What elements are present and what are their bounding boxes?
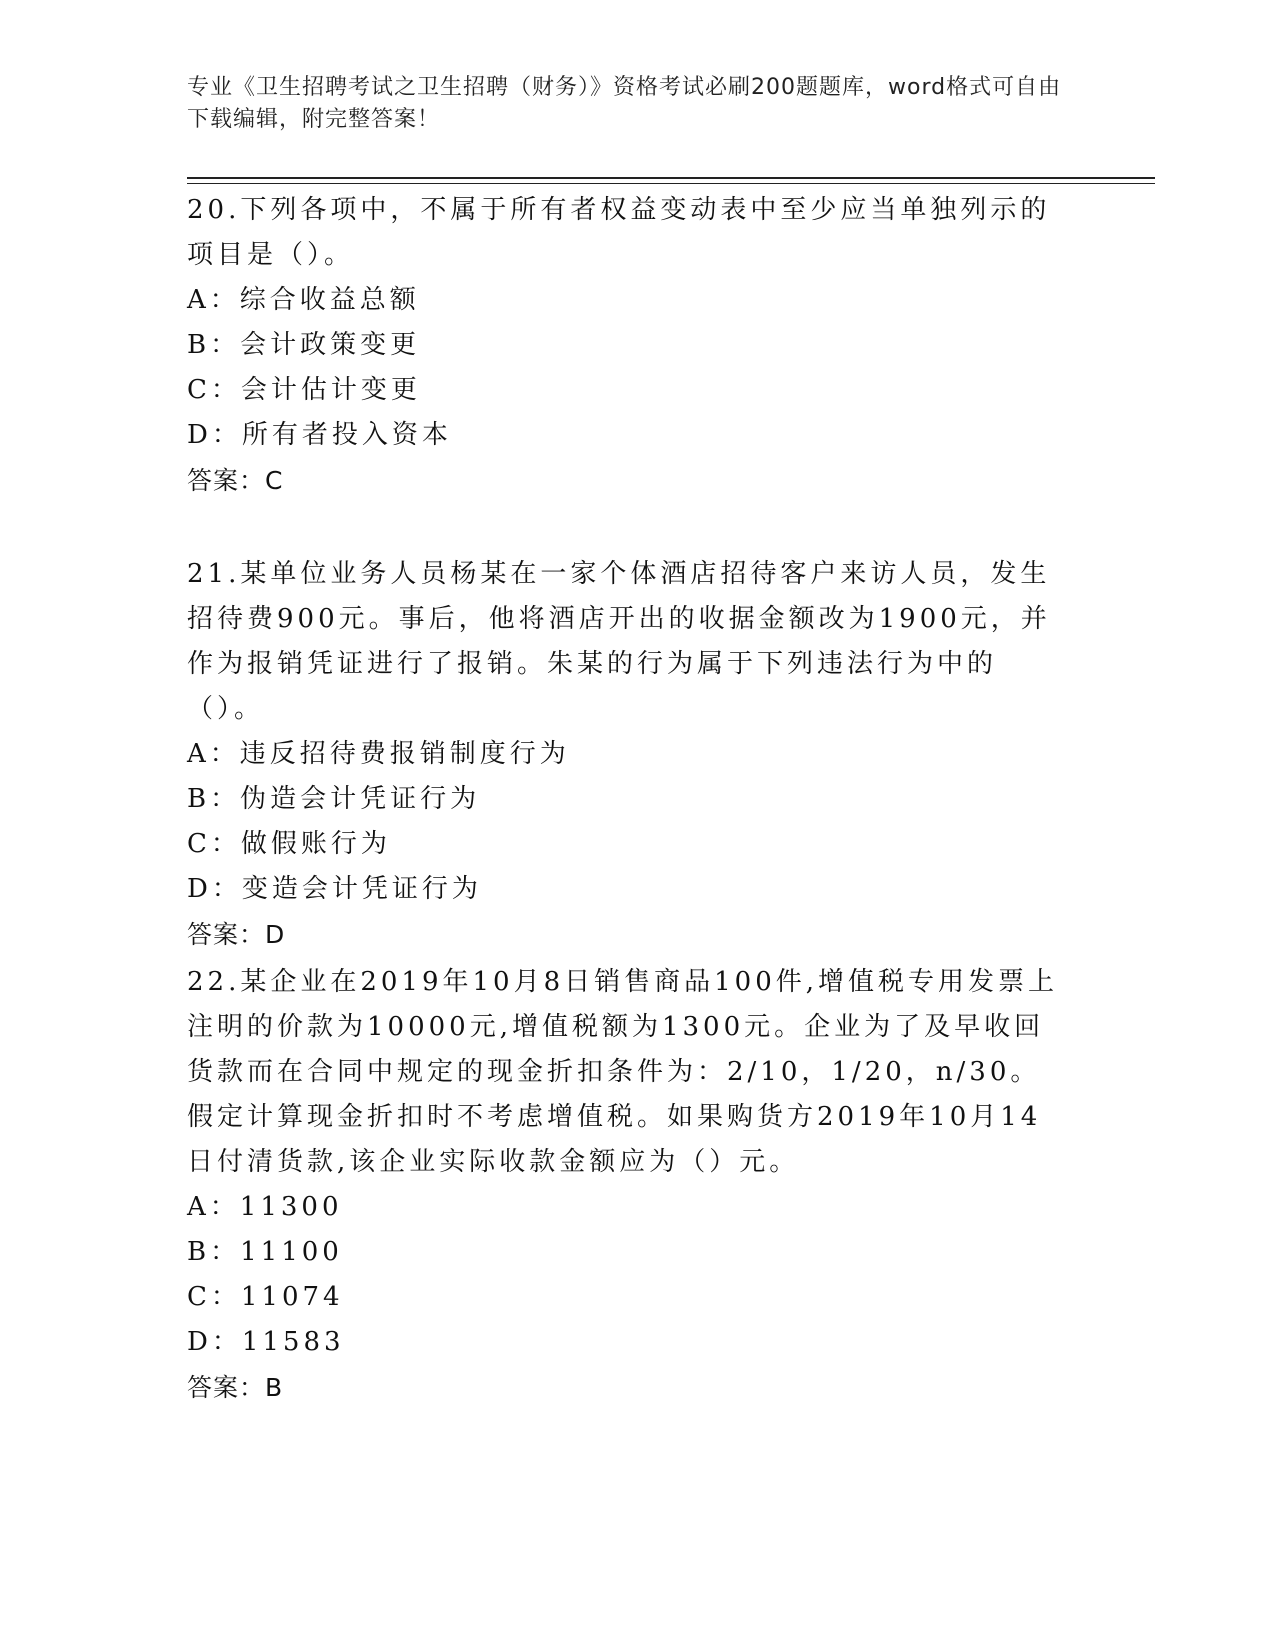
document-header: 专业《卫生招聘考试之卫生招聘（财务）》资格考试必刷200题题库，word格式可自由下载编辑，附完整答案！	[187, 75, 1062, 132]
option-c: C：做假账行为	[187, 829, 391, 859]
option-b: B：伪造会计凭证行为	[187, 784, 481, 814]
option-b: B：会计政策变更	[187, 330, 421, 360]
question-20	[187, 188, 1067, 503]
option-a: A：违反招待费报销制度行为	[187, 739, 570, 769]
answer: 答案：D	[187, 920, 286, 949]
option-d: D：变造会计凭证行为	[187, 874, 482, 904]
header-divider-thick	[187, 177, 1155, 179]
option-d: D：所有者投入资本	[187, 420, 452, 450]
question-21	[187, 552, 1067, 957]
header-divider-thin	[187, 183, 1155, 184]
answer: 答案：C	[187, 466, 284, 495]
option-b: B：11100	[187, 1237, 343, 1267]
question-stem: 20.下列各项中，不属于所有者权益变动表中至少应当单独列示的项目是（）。	[187, 195, 1051, 270]
option-c: C：会计估计变更	[187, 375, 421, 405]
option-c: C：11074	[187, 1282, 344, 1312]
answer: 答案：B	[187, 1373, 284, 1402]
question-stem: 22.某企业在2019年10月8日销售商品100件,增值税专用发票上注明的价款为10000元,增值税额为1300元。企业为了及早收回货款而在合同中规定的现金折扣条件为：2/10，1/20，n/30。假定计算现金折扣时不考虑增值税。如果购货方2019年10月14日付清货款,该企业实际收款金额应为（）元。	[187, 967, 1059, 1177]
question-stem: 21.某单位业务人员杨某在一家个体酒店招待客户来访人员，发生招待费900元。事后，他将酒店开出的收据金额改为1900元，并作为报销凭证进行了报销。朱某的行为属于下列违法行为中的（）。	[187, 559, 1051, 724]
question-22	[187, 960, 1067, 1410]
option-a: A：11300	[187, 1192, 343, 1222]
option-a: A：综合收益总额	[187, 285, 420, 315]
option-d: D：11583	[187, 1327, 345, 1357]
